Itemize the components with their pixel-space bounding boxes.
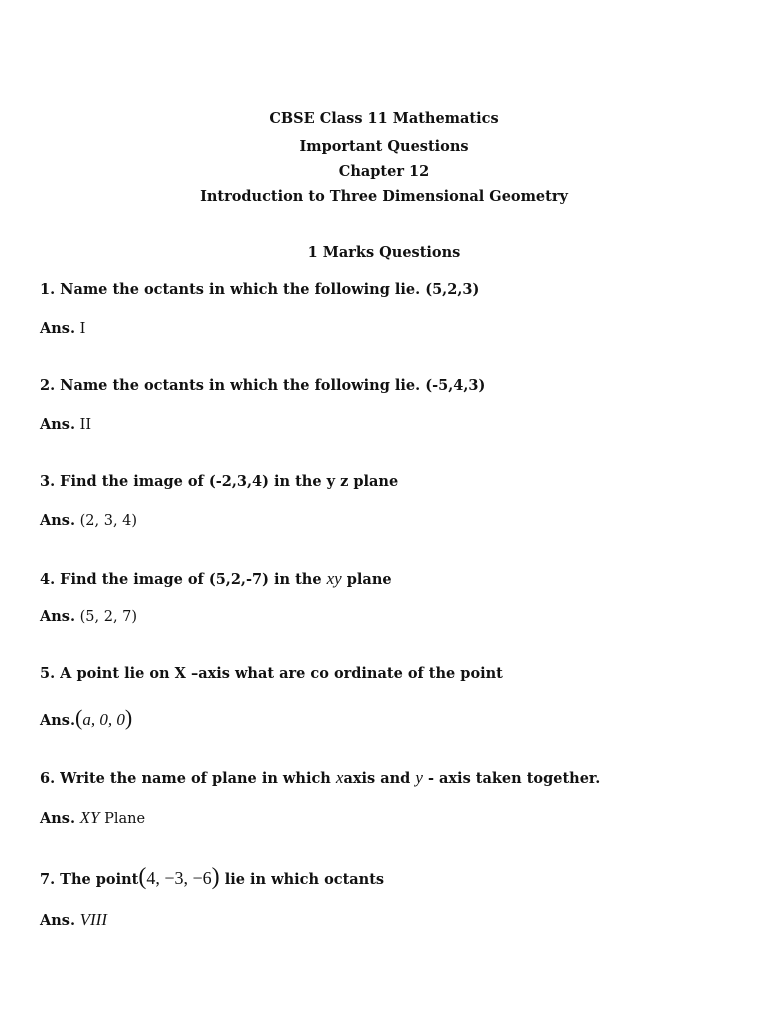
answer-7 [40,910,107,930]
question-4-text-end: plane [346,571,392,588]
question-4 [40,569,392,589]
answer-1 [40,320,85,337]
answer-3-text: (2, 3, 4) [79,513,138,529]
answer-2 [40,416,91,433]
answer-4 [40,608,137,625]
chapter-number: Chapter 12 [338,163,430,180]
question-6 [40,768,600,788]
question-6-text-end: - axis taken together. [427,770,601,787]
question-7-text: 7. The point [40,871,139,888]
answer-label: Ans. [40,712,76,729]
answer-label: Ans. [40,512,76,529]
question-1: 1. Name the octants in which the following lie. (5,2,3) [40,281,480,298]
answer-7-math: VIII [79,910,107,929]
page-subtitle: Important Questions [299,138,469,155]
answer-label: Ans. [40,608,76,625]
question-7: 7. The point(4, −3, −6) lie in which octants [40,864,385,890]
page-title: CBSE Class 11 Mathematics [269,110,499,127]
question-3: 3. Find the image of (-2,3,4) in the y z plane [40,473,399,490]
answer-2-text: II [79,417,92,433]
question-5: 5. A point lie on X –axis what are co ordinate of the point [40,665,503,682]
question-7-math: 4, −3, −6 [146,868,212,888]
answer-4-text: (5, 2, 7) [79,609,138,625]
math-x: x [335,768,344,787]
section-heading: 1 Marks Questions [307,244,461,261]
answer-label: Ans. [40,416,76,433]
chapter-title: Introduction to Three Dimensional Geometry [200,188,568,205]
answer-3 [40,512,137,529]
math-y: y [415,768,423,787]
question-2: 2. Name the octants in which the following lie. (-5,4,3) [40,377,486,394]
answer-6-text: Plane [104,811,146,827]
answer-5: Ans.(a, 0, 0) [40,705,133,730]
answer-label: Ans. [40,320,76,337]
question-6-text: 6. Write the name of plane in which [40,770,331,787]
question-6-text-mid: axis and [343,770,411,787]
math-xy: xy [326,569,342,588]
answer-5-math: a, 0, 0 [82,710,125,729]
answer-label: Ans. [40,810,76,827]
answer-1-text: I [79,321,86,337]
answer-6-math: XY [79,808,100,827]
question-7-text-end: lie in which octants [224,871,385,888]
question-4-text: 4. Find the image of (5,2,-7) in the [40,571,322,588]
answer-label: Ans. [40,912,76,929]
answer-6 [40,808,145,828]
